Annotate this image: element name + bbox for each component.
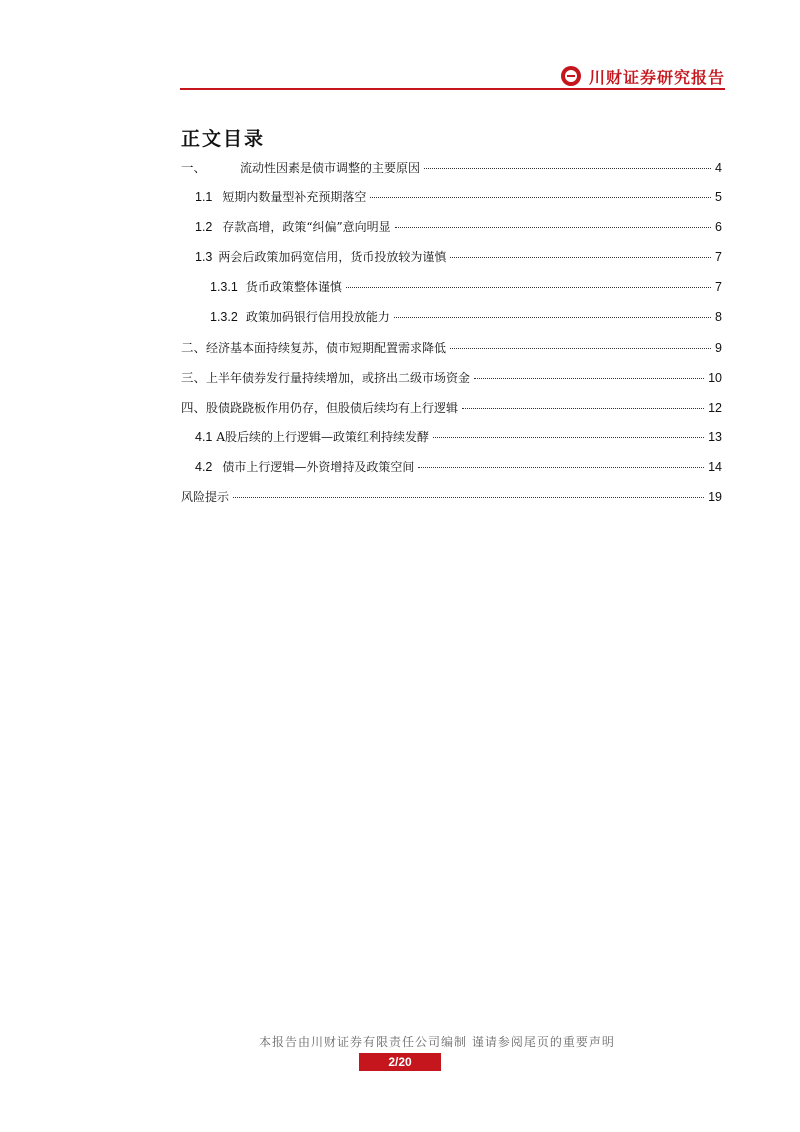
- toc-entry-page: 10: [708, 371, 722, 385]
- toc-entry[interactable]: [181, 158, 722, 176]
- toc-entry-text: 存款高增，政策“纠偏”意向明显: [222, 220, 391, 234]
- toc-entry[interactable]: [181, 338, 722, 356]
- toc-entry[interactable]: [210, 308, 722, 326]
- toc-entry-number: 二、: [181, 341, 207, 355]
- toc-leader-dots: [450, 257, 711, 258]
- toc-entry-text: 货币政策整体谨慎: [245, 280, 342, 294]
- toc-entry-number: 4.2: [195, 460, 213, 474]
- toc-entry-page: 13: [708, 430, 722, 444]
- toc-leader-dots: [394, 317, 711, 318]
- toc-title: 正文目录: [181, 128, 266, 150]
- toc-entry-text: 上半年债券发行量持续增加，或挤出二级市场资金: [206, 371, 471, 385]
- toc-entry-text: 风险提示: [181, 490, 230, 504]
- toc-entry[interactable]: [181, 398, 722, 416]
- toc-entry-number: 1.1: [195, 190, 213, 204]
- brand-name: 川财证券研究报告: [588, 67, 725, 87]
- toc-entry-text: 经济基本面持续复苏，债市短期配置需求降低: [206, 341, 447, 355]
- toc-entry-page: 7: [715, 250, 722, 264]
- toc-entry[interactable]: [195, 428, 722, 446]
- toc-leader-dots: [474, 378, 704, 379]
- toc-leader-dots: [370, 197, 711, 198]
- toc-entry-text: A股后续的上行逻辑—政策红利持续发酵: [216, 430, 430, 444]
- report-header: [180, 64, 725, 90]
- page-number-badge: 2/20: [359, 1053, 441, 1071]
- toc-leader-dots: [418, 467, 704, 468]
- toc-entry[interactable]: [195, 188, 722, 206]
- toc-entry-page: 6: [715, 220, 722, 234]
- toc-leader-dots: [233, 497, 704, 498]
- toc-leader-dots: [433, 437, 704, 438]
- toc-entry-page: 8: [715, 310, 722, 324]
- toc-entry-page: 14: [708, 460, 722, 474]
- footer-disclaimer: 本报告由川财证券有限责任公司编制 谨请参阅尾页的重要声明: [259, 1035, 615, 1049]
- toc-entry-page: 12: [708, 401, 722, 415]
- toc-leader-dots: [395, 227, 711, 228]
- toc-entry-page: 9: [715, 341, 722, 355]
- toc-entry[interactable]: [195, 218, 722, 236]
- toc-entry-number: 四、: [181, 401, 207, 415]
- toc-entry-number: 4.1: [195, 430, 213, 444]
- toc-entry[interactable]: [181, 368, 722, 386]
- toc-entry[interactable]: [195, 458, 722, 476]
- toc-entry-text: 股债跷跷板作用仍存，但股债后续均有上行逻辑: [206, 401, 459, 415]
- header-divider: [180, 88, 725, 90]
- toc-entry-number: 1.2: [195, 220, 213, 234]
- toc-entry-number: 1.3: [195, 250, 213, 264]
- toc-entry-page: 5: [715, 190, 722, 204]
- header-brand: [561, 64, 725, 88]
- toc-leader-dots: [424, 168, 711, 169]
- toc-leader-dots: [346, 287, 711, 288]
- toc-entry[interactable]: [195, 248, 722, 266]
- toc-entry-number: 1.3.2: [210, 310, 238, 324]
- toc-entry[interactable]: [181, 488, 722, 506]
- toc-entry-text: 两会后政策加码宽信用，货币投放较为谨慎: [218, 250, 447, 264]
- toc-entry-page: 4: [715, 161, 722, 175]
- toc-entry-text: 债市上行逻辑—外资增持及政策空间: [222, 460, 415, 474]
- toc-leader-dots: [462, 408, 704, 409]
- toc-entry-text: 政策加码银行信用投放能力: [245, 310, 390, 324]
- toc-entry-text: 流动性因素是债市调整的主要原因: [240, 161, 421, 175]
- toc-entry[interactable]: [210, 278, 722, 296]
- toc-entry-text: 短期内数量型补充预期落空: [222, 190, 367, 204]
- toc-entry-page: 7: [715, 280, 722, 294]
- toc-entry-number: 三、: [181, 371, 207, 385]
- toc-leader-dots: [450, 348, 711, 349]
- toc-entry-page: 19: [708, 490, 722, 504]
- toc-entry-number: 1.3.1: [210, 280, 238, 294]
- toc-entry-number: 一、: [181, 161, 207, 175]
- company-logo-icon: [561, 66, 581, 86]
